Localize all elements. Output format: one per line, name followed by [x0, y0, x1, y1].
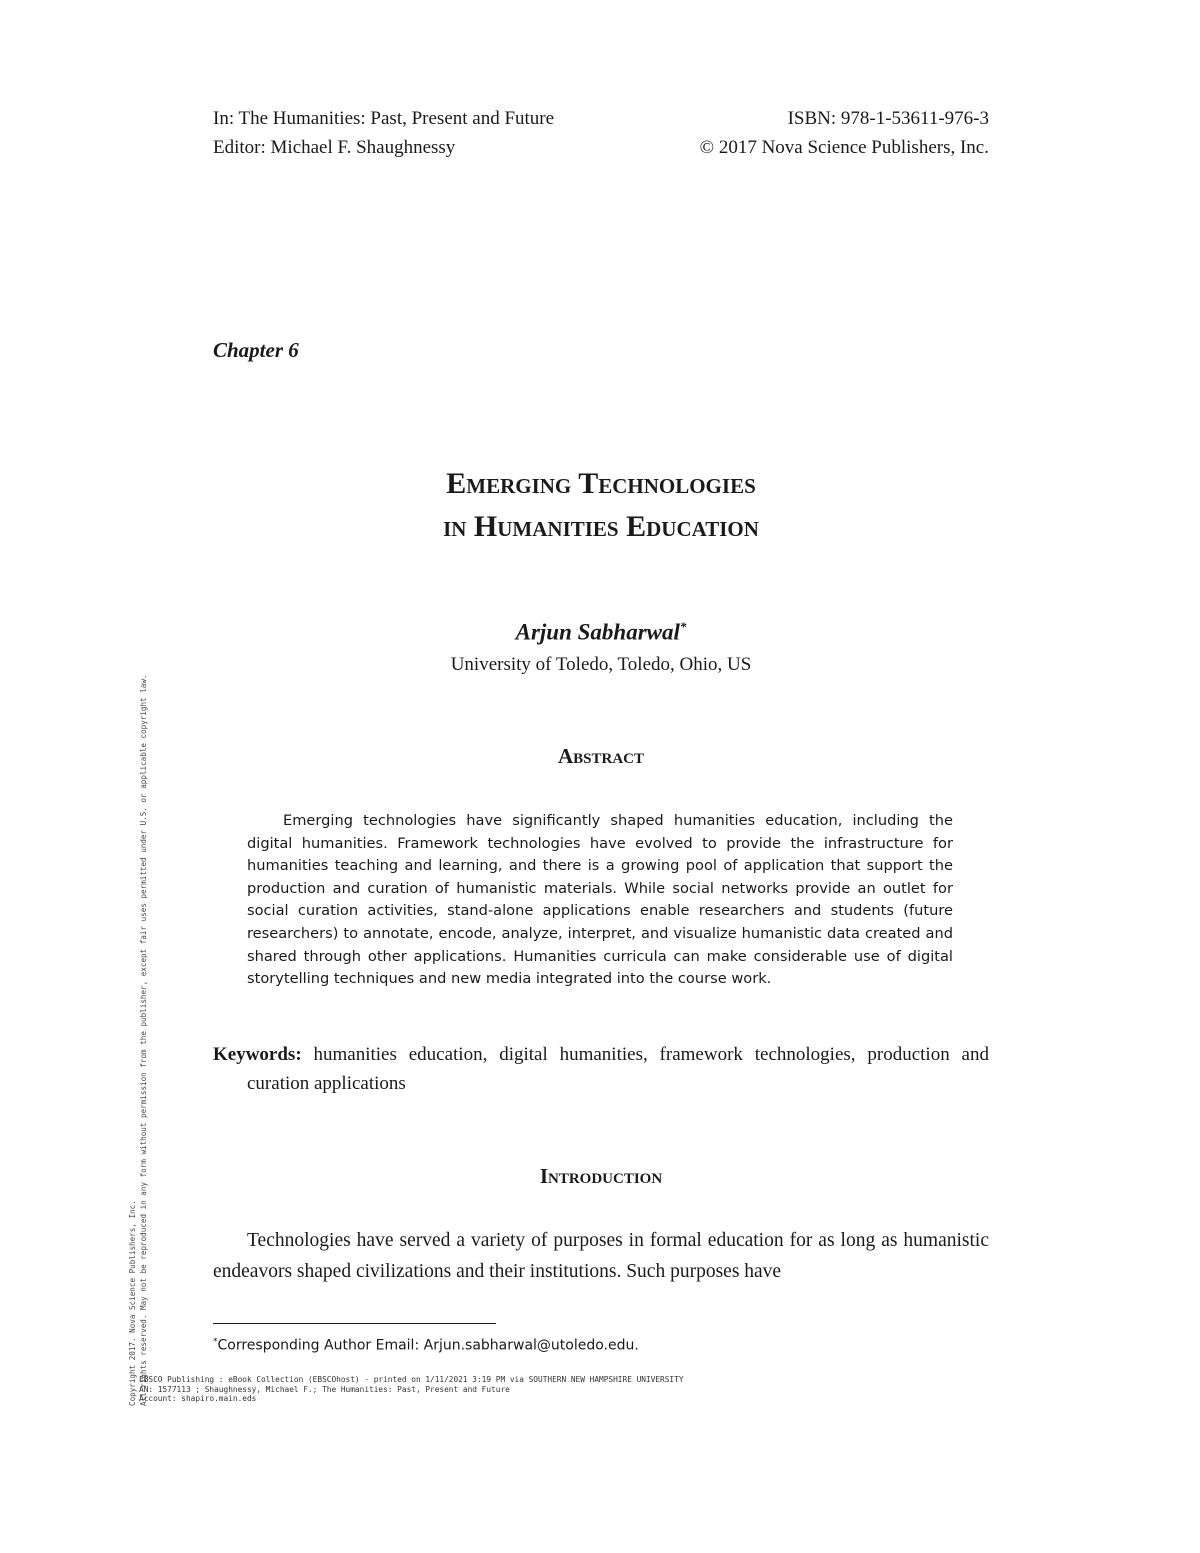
running-header-right: [600, 104, 989, 162]
vertical-copyright-notice: [128, 466, 152, 1406]
ebsco-line-2: AN: 1577113 ; Shaughnessy, Michael F.; The Humanities: Past, Present and Future: [139, 1384, 510, 1394]
footnote-text: Corresponding Author Email: Arjun.sabharwal@utoledo.edu.: [217, 1337, 639, 1354]
keywords-label: Keywords:: [213, 1044, 302, 1065]
copyright-notice-line-1: Copyright 2017. Nova Science Publishers, Inc.: [128, 1200, 137, 1406]
footnote-divider: [213, 1323, 496, 1324]
running-header-left: [213, 104, 554, 162]
ebsco-print-stamp: [139, 1375, 684, 1404]
title-line-2: in Humanities Education: [443, 510, 759, 543]
isbn-line: ISBN: 978-1-53611-976-3: [787, 108, 989, 129]
introduction-heading: Introduction: [539, 1164, 663, 1188]
chapter-label: Chapter 6: [213, 338, 299, 362]
ebsco-line-3: Account: shapiro.main.eds: [139, 1394, 257, 1403]
book-title-line: In: The Humanities: Past, Present and Future: [213, 108, 555, 129]
author-name: Arjun Sabharwal: [515, 619, 680, 645]
keywords: [213, 1040, 989, 1098]
chapter-title: [213, 462, 989, 548]
author-footnote-marker: *: [679, 619, 687, 634]
introduction-text: Technologies have served a variety of purposes in formal education for as long as humanistic endeavors shaped civilizations and their institutions. Such purposes have: [213, 1230, 989, 1282]
footnote-marker: *: [213, 1337, 218, 1347]
copyright-notice-line-2: All rights reserved. May not be reproduced in any form without permission from the publisher, except fair uses permitted under U.S. or applicable copyright law.: [138, 674, 148, 1406]
title-line-1: Emerging Technologies: [446, 467, 756, 500]
ebsco-line-1: EBSCO Publishing : eBook Collection (EBSCOhost) - printed on 1/11/2021 3:19 PM via SOUTHERN NEW HAMPSHIRE UNIVERSITY: [139, 1375, 684, 1384]
abstract-heading: Abstract: [557, 744, 645, 768]
author-affiliation: University of Toledo, Toledo, Ohio, US: [450, 654, 752, 675]
author-block: [213, 619, 989, 646]
keywords-text: humanities education, digital humanities, framework technologies, production and curation applications: [247, 1044, 989, 1094]
footnote: [213, 1337, 639, 1354]
copyright-line: © 2017 Nova Science Publishers, Inc.: [699, 137, 989, 158]
editor-line: Editor: Michael F. Shaughnessy: [213, 137, 456, 158]
abstract-text: Emerging technologies have significantly shaped humanities education, including the digital humanities. Framework technologies have evolved to provide the infrastructure for humanities teaching and learning, and there is a growing pool of application that support the production and curation of humanistic materials. While social networks provide an outlet for social curation activities, stand-alone applications enable researchers and students (future researchers) to annotate, encode, analyze, interpret, and visualize humanistic data created and shared through other applications. Humanities curricula can make considerable use of digital storytelling techniques and new media integrated into the course work.: [247, 812, 953, 988]
